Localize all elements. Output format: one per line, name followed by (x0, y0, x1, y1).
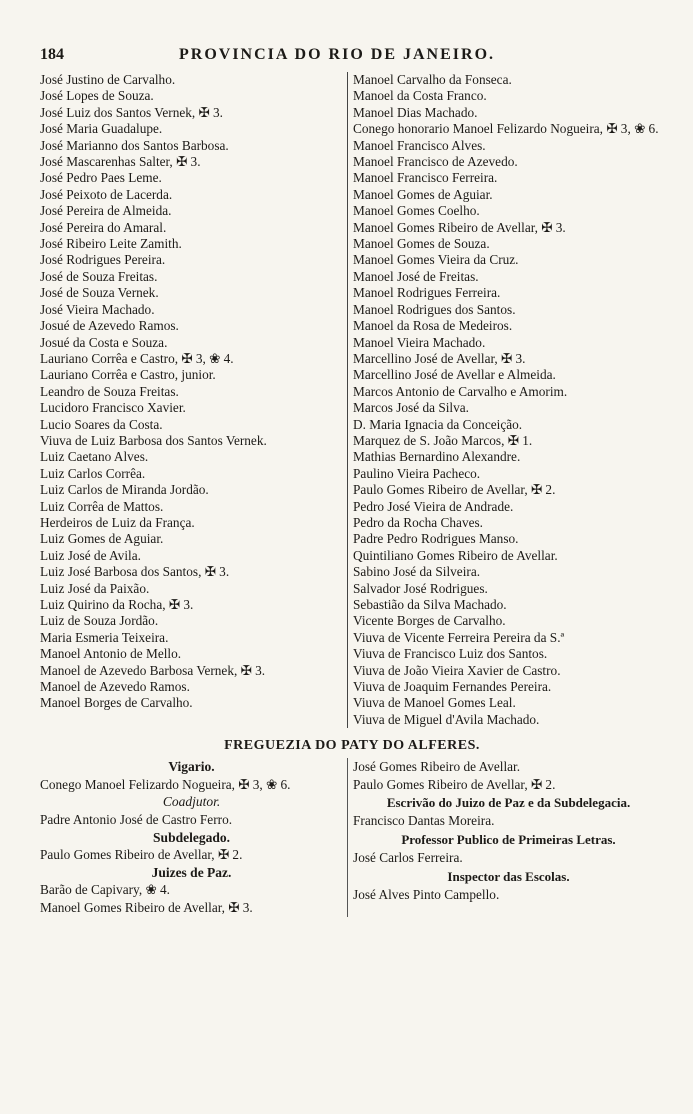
juizes-heading: Juizes de Paz. (151, 864, 232, 880)
coadjutor-heading: Coadjutor. (162, 794, 221, 810)
escrivao-heading: Escrivão do Juizo de Paz e da Subdelegacia. (386, 795, 631, 811)
list-item: D. Maria Ignacia da Conceição. (353, 416, 523, 432)
list-item: José Marianno dos Santos Barbosa. (40, 137, 229, 153)
list-item: José Justino de Carvalho. (40, 72, 176, 87)
list-item: Luiz José de Avila. (40, 547, 141, 563)
juiz-name: Barão de Capivary, ❀ 4. (40, 882, 170, 898)
list-item: Pedro José Vieira de Andrade. (353, 498, 514, 514)
list-item: Marcellino José de Avellar e Almeida. (353, 367, 556, 383)
list-item: Manoel Gomes Vieira da Cruz. (353, 252, 519, 268)
list-item: José Ribeiro Leite Zamith. (40, 236, 182, 252)
list-item: Luiz Carlos Corrêa. (40, 465, 146, 481)
list-item: Paulo Gomes Ribeiro de Avellar, ✠ 2. (353, 482, 556, 498)
list-item: Sabino José da Silveira. (353, 564, 481, 580)
list-item: Luiz José da Paixão. (40, 580, 150, 596)
list-item: Manoel Antonio de Mello. (40, 646, 182, 662)
list-item: Luiz Quirino da Rocha, ✠ 3. (40, 597, 194, 612)
list-item: Marcos Antonio de Carvalho e Amorim. (353, 383, 568, 399)
list-item: Manoel Francisco Alves. (353, 137, 486, 153)
list-item: Manoel da Costa Franco. (353, 88, 487, 104)
list-item: Luiz Carlos de Miranda Jordão. (40, 482, 209, 498)
list-item: Marquez de S. João Marcos, ✠ 1. (353, 432, 533, 448)
list-item: José Pereira do Amaral. (40, 219, 167, 235)
page (40, 46, 664, 917)
left-column (40, 72, 347, 728)
list-item: José Rodrigues Pereira. (40, 252, 166, 268)
list-item: Manoel José de Freitas. (353, 268, 479, 284)
inspector-name: José Alves Pinto Campello. (353, 886, 500, 902)
list-item: Manoel Gomes de Aguiar. (353, 186, 493, 202)
list-item: Josué da Costa e Souza. (40, 334, 168, 350)
list-item: Leandro de Souza Freitas. (40, 383, 179, 399)
page-title: PROVINCIA DO RIO DE JANEIRO. (178, 46, 496, 63)
list-item: José Lopes de Souza. (40, 88, 154, 104)
list-item: José Vieira Machado. (40, 301, 155, 317)
list-item: Luiz Caetano Alves. (40, 449, 149, 465)
list-item: Lauriano Corrêa e Castro, ✠ 3, ❀ 4. (40, 350, 234, 366)
list-item: Manoel Dias Machado. (353, 104, 478, 120)
list-item: José Pedro Paes Leme. (40, 170, 162, 186)
list-item: José Pereira de Almeida. (40, 203, 172, 219)
official-name: José Gomes Ribeiro de Avellar. (353, 759, 521, 775)
list-item: Manoel de Azevedo Barbosa Vernek, ✠ 3. (40, 662, 266, 678)
list-item: Viuva de Francisco Luiz dos Santos. (353, 646, 548, 662)
list-item: Luiz Gomes de Aguiar. (40, 531, 164, 547)
list-item: Josué de Azevedo Ramos. (40, 318, 179, 334)
list-item: Luiz Corrêa de Mattos. (40, 498, 164, 514)
list-item: Viuva de João Vieira Xavier de Castro. (353, 662, 561, 678)
list-item: Herdeiros de Luiz da França. (40, 514, 195, 530)
list-item: José de Souza Freitas. (40, 268, 158, 284)
list-item: Salvador José Rodrigues. (353, 580, 488, 596)
list-item: Manoel Vieira Machado. (353, 334, 486, 350)
list-item: Sebastião da Silva Machado. (353, 597, 507, 612)
list-item: Luiz José Barbosa dos Santos, ✠ 3. (40, 564, 230, 580)
list-item: Pedro da Rocha Chaves. (353, 514, 483, 530)
list-item: Manoel Gomes Ribeiro de Avellar, ✠ 3. (353, 219, 566, 235)
list-item: Viuva de Miguel d'Avila Machado. (353, 711, 540, 727)
list-item: Lucidoro Francisco Xavier. (40, 400, 186, 416)
list-item: Manoel Gomes de Souza. (353, 236, 490, 252)
list-item: Manoel Rodrigues Ferreira. (353, 285, 501, 301)
parish-officials (40, 758, 664, 916)
list-item: Manoel da Rosa de Medeiros. (353, 318, 513, 334)
list-item: Marcellino José de Avellar, ✠ 3. (353, 350, 526, 366)
list-item: Luiz de Souza Jordão. (40, 613, 159, 629)
list-item: Vicente Borges de Carvalho. (353, 613, 506, 629)
list-item: Manoel Gomes Coelho. (353, 203, 480, 219)
vigario-name: Conego Manoel Felizardo Nogueira, ✠ 3, ❀ 6. (40, 776, 291, 792)
list-item: Manoel Francisco Ferreira. (353, 170, 498, 186)
right-column (347, 72, 664, 728)
professor-heading: Professor Publico de Primeiras Letras. (401, 832, 616, 848)
list-item: Marcos José da Silva. (353, 400, 469, 416)
escrivao-name: Francisco Dantas Moreira. (353, 813, 495, 829)
list-item: José Peixoto de Lacerda. (40, 186, 173, 202)
list-item: Viuva de Manoel Gomes Leal. (353, 695, 516, 711)
juiz-name: Manoel Gomes Ribeiro de Avellar, ✠ 3. (40, 900, 253, 915)
list-item: Conego honorario Manoel Felizardo Nogueira, ✠ 3, ❀ 6. (353, 121, 659, 137)
list-item: Mathias Bernardino Alexandre. (353, 449, 521, 465)
subdelegado-heading: Subdelegado. (153, 829, 230, 845)
professor-name: José Carlos Ferreira. (353, 850, 463, 866)
name-list (40, 72, 664, 728)
vigario-heading: Vigario. (168, 759, 215, 775)
list-item: Padre Pedro Rodrigues Manso. (353, 531, 519, 547)
list-item: Manoel Borges de Carvalho. (40, 695, 193, 711)
subdelegado-name: Paulo Gomes Ribeiro de Avellar, ✠ 2. (40, 847, 243, 863)
list-item: Manoel Rodrigues dos Santos. (353, 301, 516, 317)
list-item: Paulino Vieira Pacheco. (353, 465, 481, 481)
list-item: Manoel Francisco de Azevedo. (353, 154, 518, 170)
official-name: Paulo Gomes Ribeiro de Avellar, ✠ 2. (353, 776, 556, 792)
coadjutor-name: Padre Antonio José de Castro Ferro. (40, 812, 233, 828)
officials-right (347, 758, 664, 916)
officials-left (40, 758, 347, 916)
list-item: Manoel de Azevedo Ramos. (40, 679, 190, 695)
list-item: Maria Esmeria Teixeira. (40, 629, 169, 645)
list-item: Lucio Soares da Costa. (40, 416, 163, 432)
list-item: Lauriano Corrêa e Castro, junior. (40, 367, 216, 383)
list-item: Manoel Carvalho da Fonseca. (353, 72, 512, 87)
list-item: Viuva de Vicente Ferreira Pereira da S.ª (353, 629, 565, 645)
list-item: Viuva de Luiz Barbosa dos Santos Vernek. (40, 432, 267, 448)
page-number: 184 (40, 46, 64, 63)
section-title: FREGUEZIA DO PATY DO ALFERES. (224, 738, 480, 754)
list-item: Quintiliano Gomes Ribeiro de Avellar. (353, 547, 558, 563)
list-item: José Mascarenhas Salter, ✠ 3. (40, 154, 201, 170)
list-item: Viuva de Joaquim Fernandes Pereira. (353, 679, 552, 695)
list-item: José de Souza Vernek. (40, 285, 159, 301)
list-item: José Luiz dos Santos Vernek, ✠ 3. (40, 104, 224, 120)
page-header (40, 46, 664, 70)
list-item: José Maria Guadalupe. (40, 121, 163, 137)
inspector-heading: Inspector das Escolas. (447, 868, 570, 884)
